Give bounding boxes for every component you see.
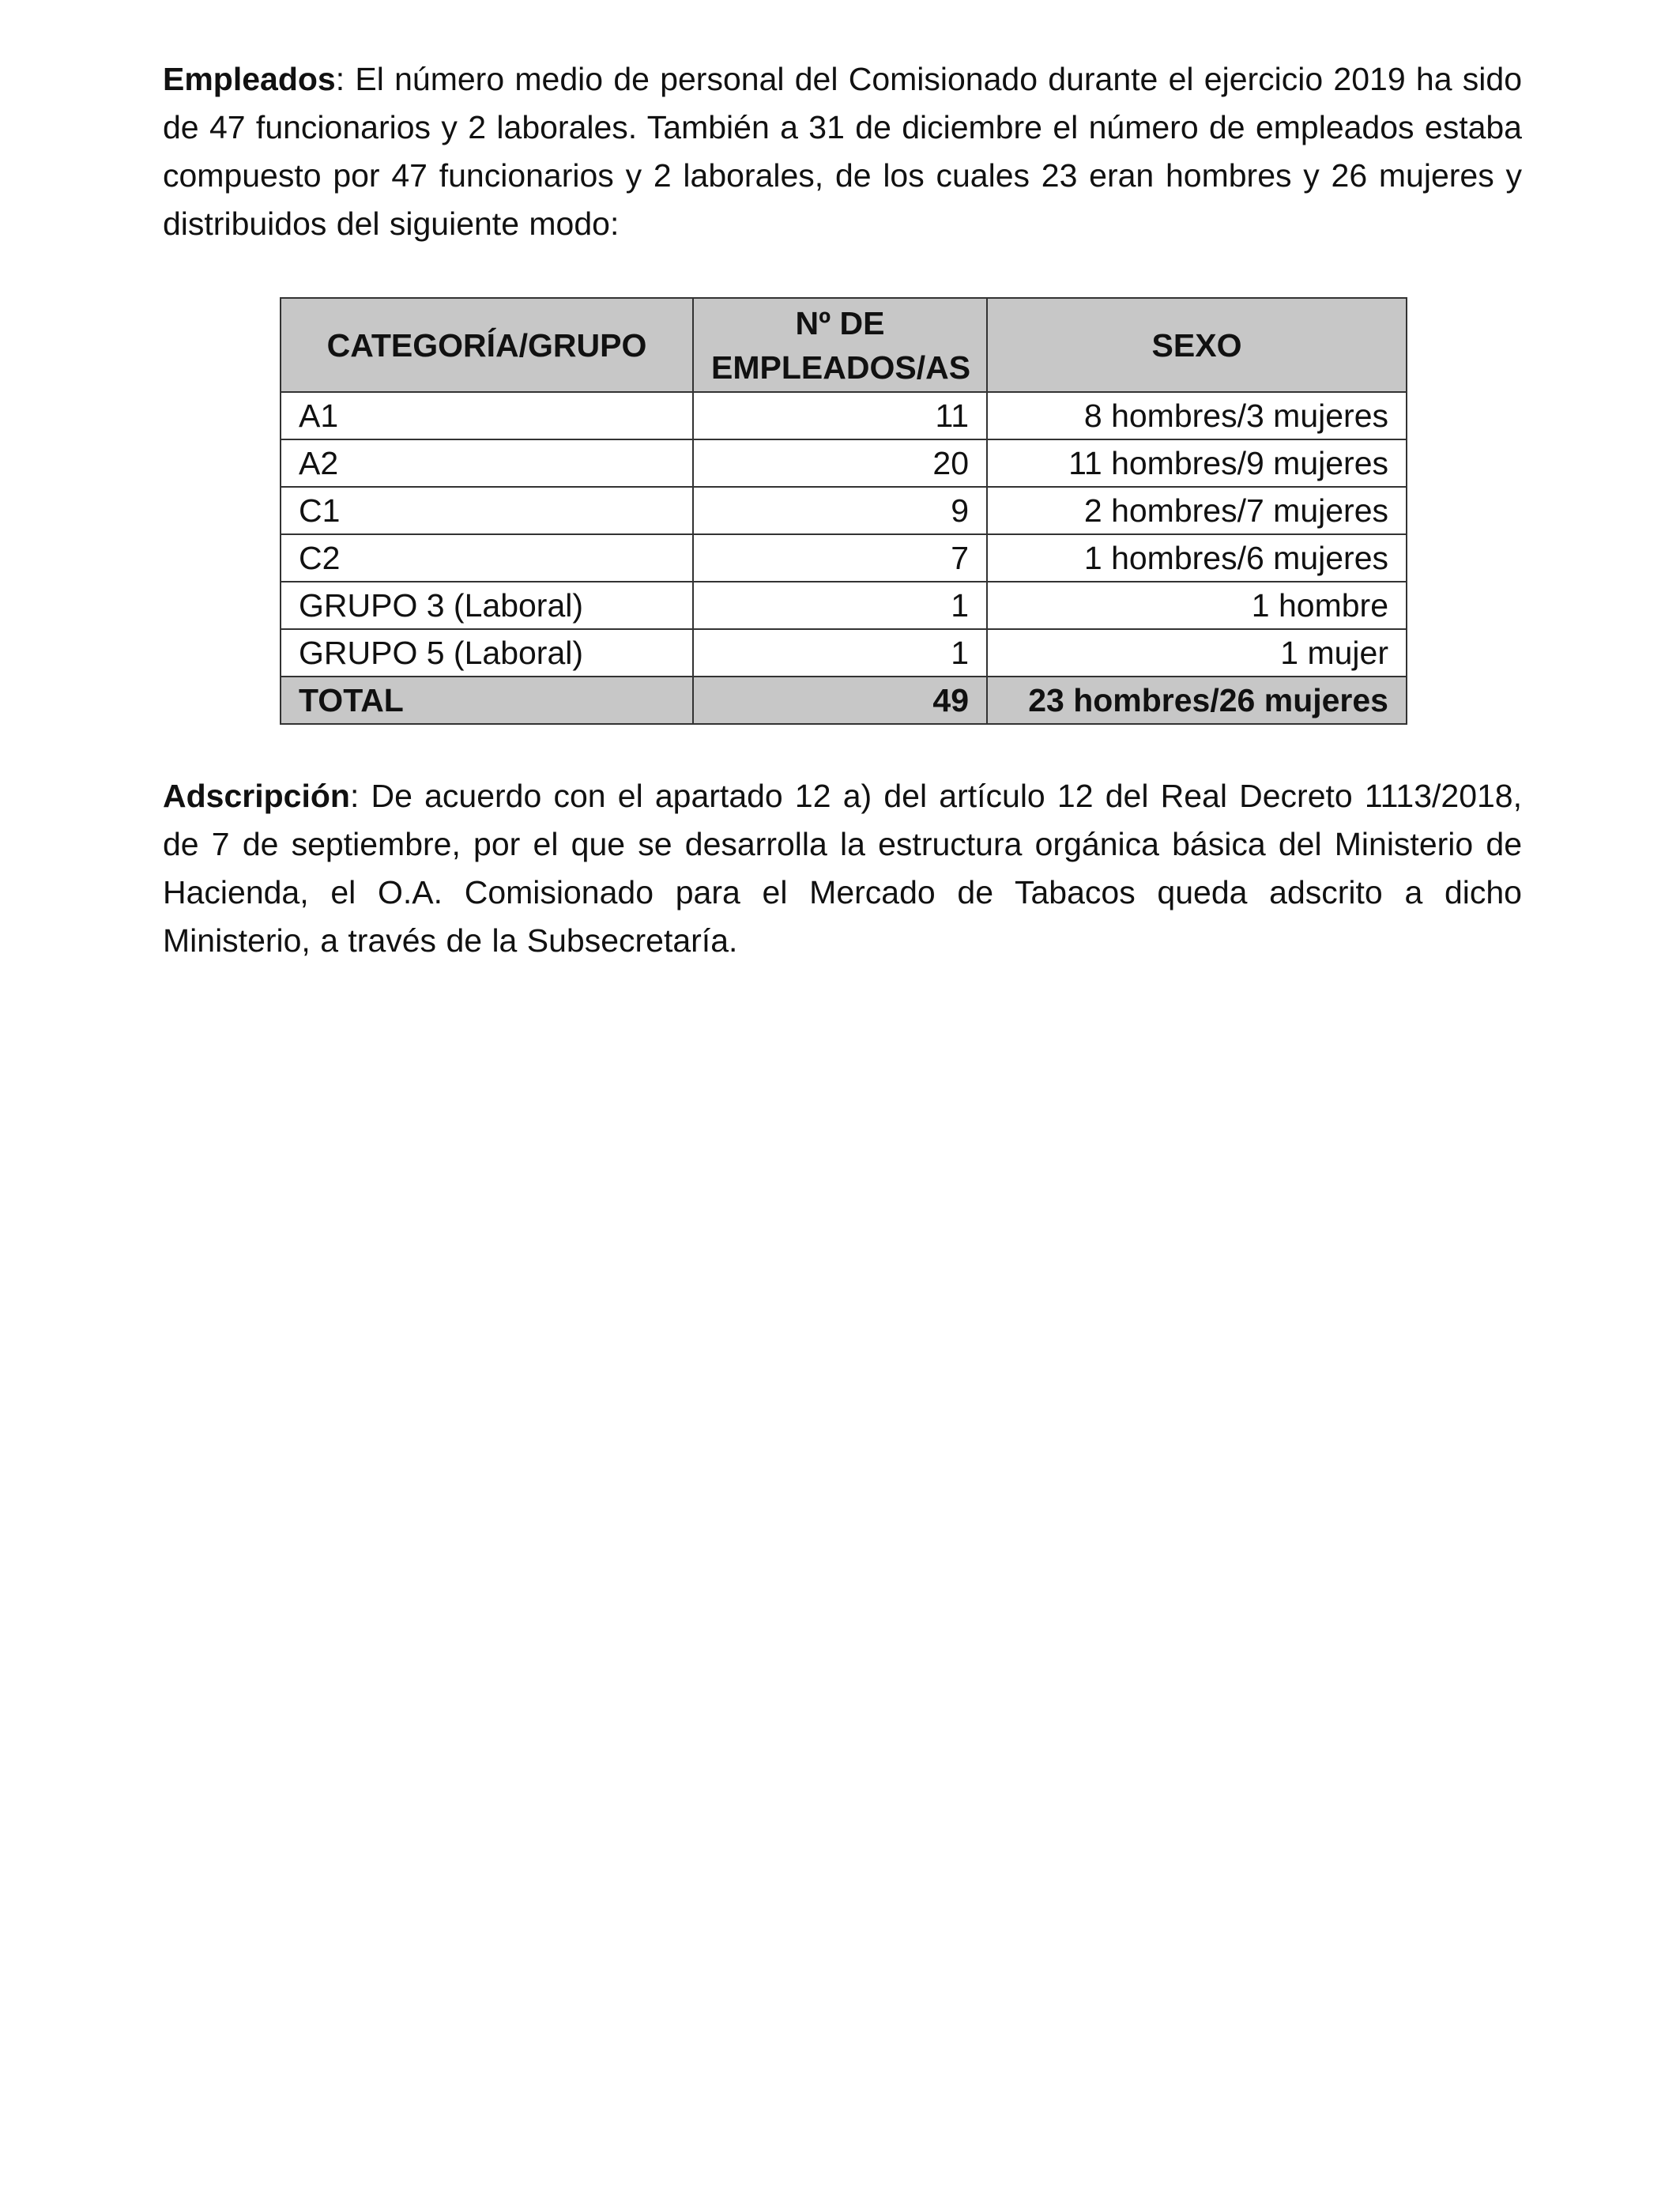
table-header-row: [281, 298, 1407, 392]
cell-sex: 8 hombres/3 mujeres: [987, 392, 1407, 439]
cell-category: GRUPO 5 (Laboral): [281, 629, 693, 677]
cell-count: 7: [693, 534, 987, 582]
table-row: [281, 439, 1407, 487]
header-count-line1: Nº DE: [795, 304, 885, 341]
employees-label: Empleados: [163, 61, 336, 97]
total-count: 49: [693, 677, 987, 724]
table-row: [281, 582, 1407, 629]
adscripcion-label: Adscripción: [163, 778, 350, 814]
header-count-line2: EMPLEADOS/AS: [711, 349, 971, 386]
cell-count: 9: [693, 487, 987, 534]
cell-count: 1: [693, 629, 987, 677]
header-category: CATEGORÍA/GRUPO: [281, 298, 693, 392]
cell-sex: 2 hombres/7 mujeres: [987, 487, 1407, 534]
table-row: [281, 392, 1407, 439]
table-row: [281, 534, 1407, 582]
header-count: [693, 298, 987, 392]
employees-table: [280, 297, 1407, 725]
cell-category: C2: [281, 534, 693, 582]
cell-count: 20: [693, 439, 987, 487]
cell-category: A2: [281, 439, 693, 487]
total-category: TOTAL: [281, 677, 693, 724]
adscripcion-text: : De acuerdo con el apartado 12 a) del artículo 12 del Real Decreto 1113/2018, de 7 de septiembre, por el que se desarrolla la estructura orgánica básica del Ministerio de Hacienda, el O.A. Comisionado para el Mercado de Tabacos queda adscrito a dicho Ministerio, a través de la Subsecretaría.: [163, 778, 1522, 959]
cell-category: A1: [281, 392, 693, 439]
table-total-row: [281, 677, 1407, 724]
header-sex: SEXO: [987, 298, 1407, 392]
cell-category: C1: [281, 487, 693, 534]
cell-count: 1: [693, 582, 987, 629]
table-row: [281, 487, 1407, 534]
cell-sex: 1 hombre: [987, 582, 1407, 629]
employees-text: : El número medio de personal del Comisionado durante el ejercicio 2019 ha sido de 47 funcionarios y 2 laborales. También a 31 de diciembre el número de empleados estaba compuesto por 47 funcionarios y 2 laborales, de los cuales 23 eran hombres y 26 mujeres y distribuidos del siguiente modo:: [163, 61, 1522, 242]
cell-sex: 11 hombres/9 mujeres: [987, 439, 1407, 487]
adscripcion-paragraph: [163, 772, 1522, 965]
cell-count: 11: [693, 392, 987, 439]
cell-sex: 1 mujer: [987, 629, 1407, 677]
employees-paragraph: [163, 55, 1522, 248]
cell-category: GRUPO 3 (Laboral): [281, 582, 693, 629]
document-page: [163, 55, 1522, 965]
table-row: [281, 629, 1407, 677]
total-sex: 23 hombres/26 mujeres: [987, 677, 1407, 724]
employees-table-wrapper: [280, 297, 1406, 725]
cell-sex: 1 hombres/6 mujeres: [987, 534, 1407, 582]
